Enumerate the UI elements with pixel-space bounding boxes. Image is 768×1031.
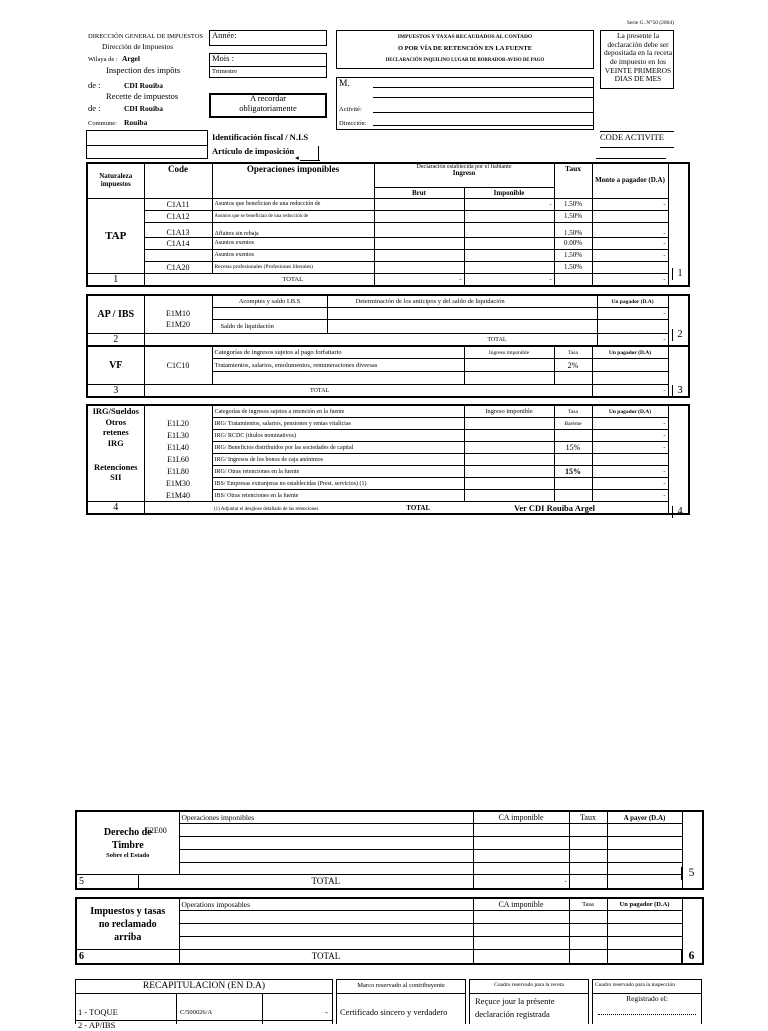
vf-tasa-1: 2% <box>554 359 592 372</box>
irg-cat-7: IBS/ Otras retenciones en la fuente <box>212 490 464 502</box>
section-tap-table <box>86 162 690 287</box>
m-line-2 <box>373 97 594 98</box>
otros-head-pagador: Un pagador (D.A) <box>607 898 682 911</box>
tap-op-6: Recetas profesionales (Profesiones liberales) <box>212 261 374 273</box>
tap-monto-5: - <box>592 249 668 261</box>
tap-brut-3[interactable] <box>374 222 464 237</box>
section-irg-table <box>86 404 690 515</box>
timbre-taux-4 <box>569 863 607 875</box>
ap-ibs-pagador-head: Un pagador (D.A) <box>597 295 668 308</box>
trimestre-label: Trimestre <box>212 68 238 75</box>
tap-total-brut: - <box>374 273 464 286</box>
cert-text: Certificado sincero y verdadero <box>340 1007 448 1017</box>
vf-row-2 <box>212 372 464 385</box>
irg-head-ingreso: Ingreso imponible <box>464 405 554 418</box>
timbre-total-label: TOTAL <box>179 875 473 889</box>
timbre-label <box>76 811 179 875</box>
articulo-label: Artículo de imposición <box>212 146 295 156</box>
otros-op-2[interactable] <box>179 924 473 937</box>
irg-label-line-1: IRG/Sueldos <box>92 406 139 416</box>
irg-label-line-2: Otros <box>105 416 127 427</box>
irg-code-1: E1L20 <box>144 418 212 430</box>
timbre-ca-3[interactable] <box>473 850 569 863</box>
irg-ingreso-7[interactable] <box>464 490 554 502</box>
direccion-line <box>373 125 594 126</box>
otros-head-ca: CA imponible <box>473 898 569 911</box>
head-brut: Brut <box>374 187 464 198</box>
tap-code-6: C1A20 <box>144 261 212 273</box>
tap-op-5: Asuntos exentos <box>212 249 374 261</box>
timbre-op-2-input[interactable] <box>182 837 471 849</box>
irg-ingreso-5[interactable] <box>464 466 554 478</box>
otros-total-label: TOTAL <box>179 950 473 964</box>
otros-op-3[interactable] <box>179 937 473 950</box>
otros-label-line-2: no reclamado <box>98 918 157 930</box>
timbre-op-2[interactable] <box>179 837 473 850</box>
irg-code-6: E1M30 <box>144 478 212 490</box>
recap-row-1-value: - <box>325 1007 328 1017</box>
irg-code-5: E1L80 <box>144 466 212 478</box>
timbre-payer-1 <box>607 824 682 837</box>
irg-cat-3: IRG/ Beneficios distribuidos por las sociedades de capital <box>212 442 464 454</box>
articulo-arrow-line <box>300 160 320 161</box>
irg-ingreso-1[interactable] <box>464 418 554 430</box>
vf-monto-1 <box>592 359 668 372</box>
otros-tasa-3 <box>569 937 607 950</box>
timbre-op-1[interactable] <box>179 824 473 837</box>
irg-ingreso-2[interactable] <box>464 430 554 442</box>
head-code: Code <box>144 163 212 198</box>
ap-ibs-determ-2[interactable] <box>327 320 597 334</box>
receta-text: Reçuce jour la présente declaración registrada <box>475 996 555 1019</box>
recette-label: Recette de impuestos <box>106 91 179 101</box>
ap-ibs-monto-2 <box>597 320 668 334</box>
vf-num-right: 3 <box>672 385 687 397</box>
irg-footnote <box>212 502 464 515</box>
recap-row-2-label: 2 - AP/IBS <box>78 1020 116 1030</box>
section-timbre-table <box>75 810 704 890</box>
tap-brut-3-input[interactable] <box>377 223 462 237</box>
irg-ingreso-4[interactable] <box>464 454 554 466</box>
irg-head-tasa: Tasa <box>554 405 592 418</box>
timbre-total-payer <box>607 875 682 889</box>
ap-ibs-total-value: - <box>597 334 668 347</box>
irg-monto-6: - <box>592 478 668 490</box>
irg-ingreso-3-input[interactable] <box>467 442 552 453</box>
tap-code-3: C1A13 <box>144 222 212 237</box>
tap-brut-2[interactable] <box>374 210 464 222</box>
otros-pagador-1 <box>607 911 682 924</box>
ap-ibs-acomptes: Acomptes y saldo I.B.S <box>212 295 327 308</box>
otros-total-ca <box>473 950 569 964</box>
irg-tasa-2 <box>554 430 592 442</box>
articulo-arrow-stem <box>318 146 319 160</box>
timbre-label-line-1: Derecho de <box>103 826 152 838</box>
activite-label: Activité: <box>339 106 362 113</box>
timbre-op-3[interactable] <box>179 850 473 863</box>
head-taux: Taux <box>554 163 592 198</box>
ident-field-2[interactable] <box>87 151 207 163</box>
ident-box-2[interactable] <box>86 145 208 159</box>
ap-ibs-acompte-1-input[interactable] <box>215 308 325 319</box>
commune-value: Rouiba <box>124 118 148 127</box>
head-imponible: Imponible <box>464 187 554 198</box>
tap-total-imp: - <box>464 273 554 286</box>
direction-general: DIRECCIÓN GENERAL DE IMPUESTOS <box>88 33 204 40</box>
irg-monto-2: - <box>592 430 668 442</box>
title-line-2: O POR VÍA DE RETENCIÓN EN LA FUENTE <box>397 45 533 52</box>
m-label: M. <box>339 79 350 89</box>
vf-num: 3 <box>87 385 144 398</box>
tap-imp-4 <box>464 237 554 249</box>
timbre-sub: Sobre el Estado <box>106 851 150 859</box>
tap-taux-3: 1.50% <box>554 222 592 237</box>
otros-head-tasa: Tasa <box>569 898 607 911</box>
vf-row-1: Tratamientos, salarios, emolumentos, remuneraciones diversas <box>212 359 464 372</box>
tap-num-right: 1 <box>672 268 687 280</box>
wilaya-label: Wilaya de : <box>88 56 118 63</box>
irg-num: 4 <box>87 502 144 515</box>
irg-cat-4: IRG/ Ingresos de los bonos de caja anónimos <box>212 454 464 466</box>
tap-taux-6: 1.50% <box>554 261 592 273</box>
tap-op-1: Asuntos que benefician de una reducción de <box>212 198 374 210</box>
irg-ingreso-2-input[interactable] <box>467 430 552 441</box>
timbre-head-taux: Taux <box>569 811 607 824</box>
otros-ca-3[interactable] <box>473 937 569 950</box>
sec4-margin <box>668 405 689 514</box>
timbre-head-ops: Operaciones imponibles <box>179 811 473 824</box>
ap-ibs-num: 2 <box>87 334 144 347</box>
vf-monto-2 <box>592 372 668 385</box>
irg-code-4: E1L60 <box>144 454 212 466</box>
irg-label2-line-2: SII <box>110 472 122 483</box>
timbre-num-right: 5 <box>681 867 701 880</box>
vf-ingreso-2-input[interactable] <box>467 372 552 384</box>
tap-op-4: Asuntos exentos <box>212 237 374 249</box>
tap-imp-1: - <box>464 198 554 210</box>
timbre-code: E2E00 <box>145 825 167 835</box>
irg-cat-6: IBS/ Empresas extranjeras no establecidas (Prest. servicios) (1) <box>212 478 464 490</box>
tap-taux-4: 0.00% <box>554 237 592 249</box>
otros-head-ops: Operations imposables <box>179 898 473 911</box>
irg-head-cat: Categorías de ingresos sujetos a retención en la fuente <box>212 405 464 418</box>
tap-imp-3 <box>464 222 554 237</box>
recap-title: RECAPITULACION (EN D.A) <box>142 981 266 991</box>
tap-brut-4-input[interactable] <box>377 238 462 249</box>
inspeccion-title: Cuadro reservado para la inspección <box>595 982 676 988</box>
tap-brut-6-input[interactable] <box>377 262 462 273</box>
otros-label <box>76 898 179 950</box>
tap-code-1: C1A11 <box>144 198 212 210</box>
timbre-op-3-input[interactable] <box>182 850 471 862</box>
timbre-payer-2 <box>607 837 682 850</box>
otros-label-line-1: Impuestos y tasas <box>90 905 166 917</box>
ap-ibs-determ-2-input[interactable] <box>330 320 595 333</box>
otros-op-2-input[interactable] <box>182 924 471 936</box>
head-ingreso: Ingreso <box>452 169 476 177</box>
title-line-1: IMPUESTOS Y TAXAS RECAUDADOS AL CONTADO <box>397 34 533 40</box>
wilaya-value: Argel <box>122 54 140 63</box>
recordar-label: A recordar obligatoriamente <box>239 93 297 113</box>
activite-line <box>373 112 594 113</box>
ap-ibs-code-1: E1M10 <box>144 308 212 320</box>
ap-ibs-monto-1: - <box>597 308 668 320</box>
timbre-payer-4 <box>607 863 682 875</box>
irg-monto-5: - <box>592 466 668 478</box>
contrib-line <box>336 993 466 994</box>
irg-label-line-3: retenes <box>102 427 129 438</box>
timbre-op-4 <box>179 863 473 875</box>
otros-total-tasa <box>569 950 607 964</box>
irg-monto-4 <box>592 454 668 466</box>
irg-footnote-text: (1) Adjuntar el desglose detallado de las retenciones <box>214 506 319 512</box>
irg-ingreso-3[interactable] <box>464 442 554 454</box>
tap-total-monto: - <box>592 273 668 286</box>
tap-taux-1: 1.50% <box>554 198 592 210</box>
timbre-taux-3 <box>569 850 607 863</box>
otros-label-line-3: arriba <box>114 931 142 943</box>
timbre-label-line-2: Timbre <box>111 839 144 851</box>
vf-total-value: - <box>592 385 668 398</box>
otros-tasa-1 <box>569 911 607 924</box>
irg-code-2: E1L30 <box>144 430 212 442</box>
irg-num-right: 4 <box>672 506 687 518</box>
tap-monto-1: - <box>592 198 668 210</box>
irg-monto-3: - <box>592 442 668 454</box>
irg-ingreso-6[interactable] <box>464 478 554 490</box>
recap-row-1-label: 1 - TOQUE <box>78 1007 118 1017</box>
timbre-ca-2[interactable] <box>473 837 569 850</box>
tap-imp-2 <box>464 210 554 222</box>
timbre-op-1-input[interactable] <box>182 824 471 836</box>
irg-code-7: E1M40 <box>144 490 212 502</box>
otros-tasa-2 <box>569 924 607 937</box>
ident-fiscal-label: Identificación fiscal / N.I.S <box>212 132 309 142</box>
timbre-num: 5 <box>76 875 138 889</box>
irg-cat-1: IRG/ Tratamientos, salarios, pensiones y rentas vitalicias <box>212 418 464 430</box>
tap-monto-2 <box>592 210 668 222</box>
tap-brut-1-input[interactable] <box>377 199 462 210</box>
de-label-2: de : <box>88 103 101 113</box>
vf-ingreso-2[interactable] <box>464 372 554 385</box>
tap-imp-6 <box>464 261 554 273</box>
irg-tasa-5: 15% <box>554 466 592 478</box>
irg-cat-2: IRG/ RCDC (títulos nominativos) <box>212 430 464 442</box>
tap-brut-5-input[interactable] <box>377 250 462 261</box>
tap-monto-4: - <box>592 237 668 249</box>
receta-line <box>469 993 589 994</box>
tap-monto-3: - <box>592 222 668 237</box>
irg-tasa-4 <box>554 454 592 466</box>
head-decl <box>374 163 554 187</box>
otros-op-1-input[interactable] <box>182 911 471 923</box>
tap-total-taux <box>554 273 592 286</box>
otros-num: 6 <box>76 950 179 964</box>
otros-op-3-input[interactable] <box>182 937 471 949</box>
irg-total-spacer <box>144 502 212 515</box>
ap-ibs-acompte-1[interactable] <box>212 308 327 320</box>
tap-taux-2: 1.50% <box>554 210 592 222</box>
m-line-1 <box>373 87 594 88</box>
recette-value: CDI Rouiba <box>124 104 163 113</box>
irg-tasa-7 <box>554 490 592 502</box>
tap-total-label: TOTAL <box>212 273 374 286</box>
direction-label: Dirección de Impuestos <box>102 42 174 51</box>
irg-label <box>87 405 144 502</box>
vf-head-cat: Categorías de ingresos sujetos al pago forfaitario <box>212 346 464 359</box>
irg-ingreso-1-input[interactable] <box>467 418 552 429</box>
tap-brut-6[interactable] <box>374 261 464 273</box>
timbre-ca-1[interactable] <box>473 824 569 837</box>
head-decl-text: Declaración establecida por el fiablante <box>416 164 512 170</box>
irg-ingreso-5-input[interactable] <box>467 466 552 477</box>
irg-code-head <box>144 405 212 418</box>
timbre-ca-4 <box>473 863 569 875</box>
tap-brut-1[interactable] <box>374 198 464 210</box>
irg-total-label: TOTAL <box>406 503 431 512</box>
irg-ingreso-6-input[interactable] <box>467 478 552 489</box>
commune-label: Commune: <box>88 120 117 127</box>
section-ap-ibs-table <box>86 294 690 347</box>
irg-tasa-6 <box>554 478 592 490</box>
timbre-taux-1 <box>569 824 607 837</box>
timbre-total-value: - <box>473 875 569 889</box>
ap-ibs-determ-1-input[interactable] <box>330 308 595 319</box>
timbre-head-payer: A payer (D.A) <box>607 811 682 824</box>
inspection-label: Inspection des impôts <box>106 65 181 75</box>
section-otros-table <box>75 897 704 965</box>
contrib-title: Marco reservado al contribuyente <box>357 982 445 989</box>
ap-ibs-determ: Determinación de los anticipos y del saldo de liquidación <box>327 295 597 308</box>
code-activite-line <box>600 147 674 148</box>
tap-code-4: C1A14 <box>144 237 212 249</box>
vf-head-tasa: Tasa <box>554 346 592 359</box>
de-label-1: de : <box>88 80 101 90</box>
registrado-label: Registrado el: <box>626 994 668 1003</box>
vf-total-label: TOTAL <box>212 385 592 398</box>
code-activite-label: CODE ACTIVITE <box>600 132 664 142</box>
otros-op-1[interactable] <box>179 911 473 924</box>
tap-taux-5: 1.50% <box>554 249 592 261</box>
timbre-taux-2 <box>569 837 607 850</box>
irg-ingreso-7-input[interactable] <box>467 490 552 501</box>
otros-total-value <box>607 950 682 964</box>
head-ops: Operaciones imponibles <box>212 163 374 198</box>
section-vf-table <box>86 345 690 398</box>
head-naturaleza: Naturaleza impuestos <box>87 163 144 198</box>
otros-num-right: 6 <box>681 950 701 963</box>
otros-ca-2[interactable] <box>473 924 569 937</box>
timbre-total-taux <box>569 875 607 889</box>
otros-pagador-3 <box>607 937 682 950</box>
ap-ibs-code-2: E1M20 <box>144 320 212 334</box>
ident-box-1[interactable] <box>86 130 208 146</box>
irg-head-pagador: Un pagador (D.A) <box>592 405 668 418</box>
ap-ibs-determ-1[interactable] <box>327 308 597 320</box>
tap-label: TAP <box>87 198 144 273</box>
ap-ibs-code-head <box>144 295 212 308</box>
recap-title-line <box>75 993 333 994</box>
ap-ibs-total-label: TOTAL <box>144 334 597 347</box>
timbre-head-ca: CA imponible <box>473 811 569 824</box>
mois-label: Mois : <box>212 53 234 63</box>
direccion-label: Dirección: <box>339 120 367 127</box>
tap-monto-6 <box>592 261 668 273</box>
tap-num: 1 <box>87 273 144 286</box>
title-line-3: DECLARACIÓN INQUILINO LUGAR DE BORRADOR-AVISO DE PAGO <box>385 58 545 63</box>
irg-tasa-3: 15% <box>554 442 592 454</box>
vf-total-spacer <box>144 385 212 398</box>
irg-label2-line-1: Retenciones <box>94 461 138 472</box>
irg-tasa-1: Barème <box>554 418 592 430</box>
tap-brut-2-input[interactable] <box>377 211 462 222</box>
receta-title: Cuadro reservado para la receta <box>494 982 564 988</box>
vf-ingreso-1-input[interactable] <box>467 359 552 371</box>
otros-ca-1[interactable] <box>473 911 569 924</box>
vf-head-pagador: Un pagador (D.A) <box>592 346 668 359</box>
tap-code-2: C1A12 <box>144 210 212 222</box>
vf-label: VF <box>87 346 144 385</box>
timbre-total-spacer <box>138 875 179 889</box>
irg-code-3: E1L40 <box>144 442 212 454</box>
tap-code-5 <box>144 249 212 261</box>
tap-imp-5 <box>464 249 554 261</box>
head-monto: Monto a pagador (D.A) <box>592 163 668 198</box>
vf-ingreso-1[interactable] <box>464 359 554 372</box>
irg-cat-5: IRG/ Otras retenciones en la fuente <box>212 466 464 478</box>
ap-ibs-label: AP / IBS <box>87 295 144 334</box>
ap-ibs-num-right: 2 <box>672 329 687 341</box>
inspection-value: CDI Rouiba <box>124 81 163 90</box>
registrado-dotline <box>598 1014 696 1015</box>
irg-monto-1: - <box>592 418 668 430</box>
arrow-left-icon: ◂ <box>295 153 299 162</box>
deposit-note: La presente la declaración debe ser depositada en la receta de impuesto en los VEINTE PRIMEROS DIAS DE MES <box>603 31 673 84</box>
irg-total-note: Ver CDI Rouiba Argel <box>464 502 668 515</box>
tap-total-spacer <box>144 273 212 286</box>
tap-brut-5[interactable] <box>374 249 464 261</box>
irg-monto-7: - <box>592 490 668 502</box>
vf-head-ingreso: Ingreso imponible <box>464 346 554 359</box>
timbre-payer-3 <box>607 850 682 863</box>
recap-row-1-code: C/500026/A <box>180 1009 213 1016</box>
serie-number: Serie G. N°50 (2004) <box>626 20 674 26</box>
code-activite-line-2 <box>596 158 666 159</box>
contributor-box <box>336 77 594 130</box>
vf-code: C1C10 <box>144 346 212 385</box>
ap-ibs-saldo: Saldo de liquidación <box>212 320 327 334</box>
otros-pagador-2 <box>607 924 682 937</box>
tap-op-3: Affaires sin rebaja <box>212 222 374 237</box>
irg-label-line-4: IRG <box>107 437 124 448</box>
vf-tasa-2 <box>554 372 592 385</box>
tap-brut-4[interactable] <box>374 237 464 249</box>
irg-ingreso-4-input[interactable] <box>467 454 552 465</box>
tap-op-2: Asuntos que se benefician de una reducción de <box>212 210 374 222</box>
annee-label: Année: <box>212 30 237 40</box>
